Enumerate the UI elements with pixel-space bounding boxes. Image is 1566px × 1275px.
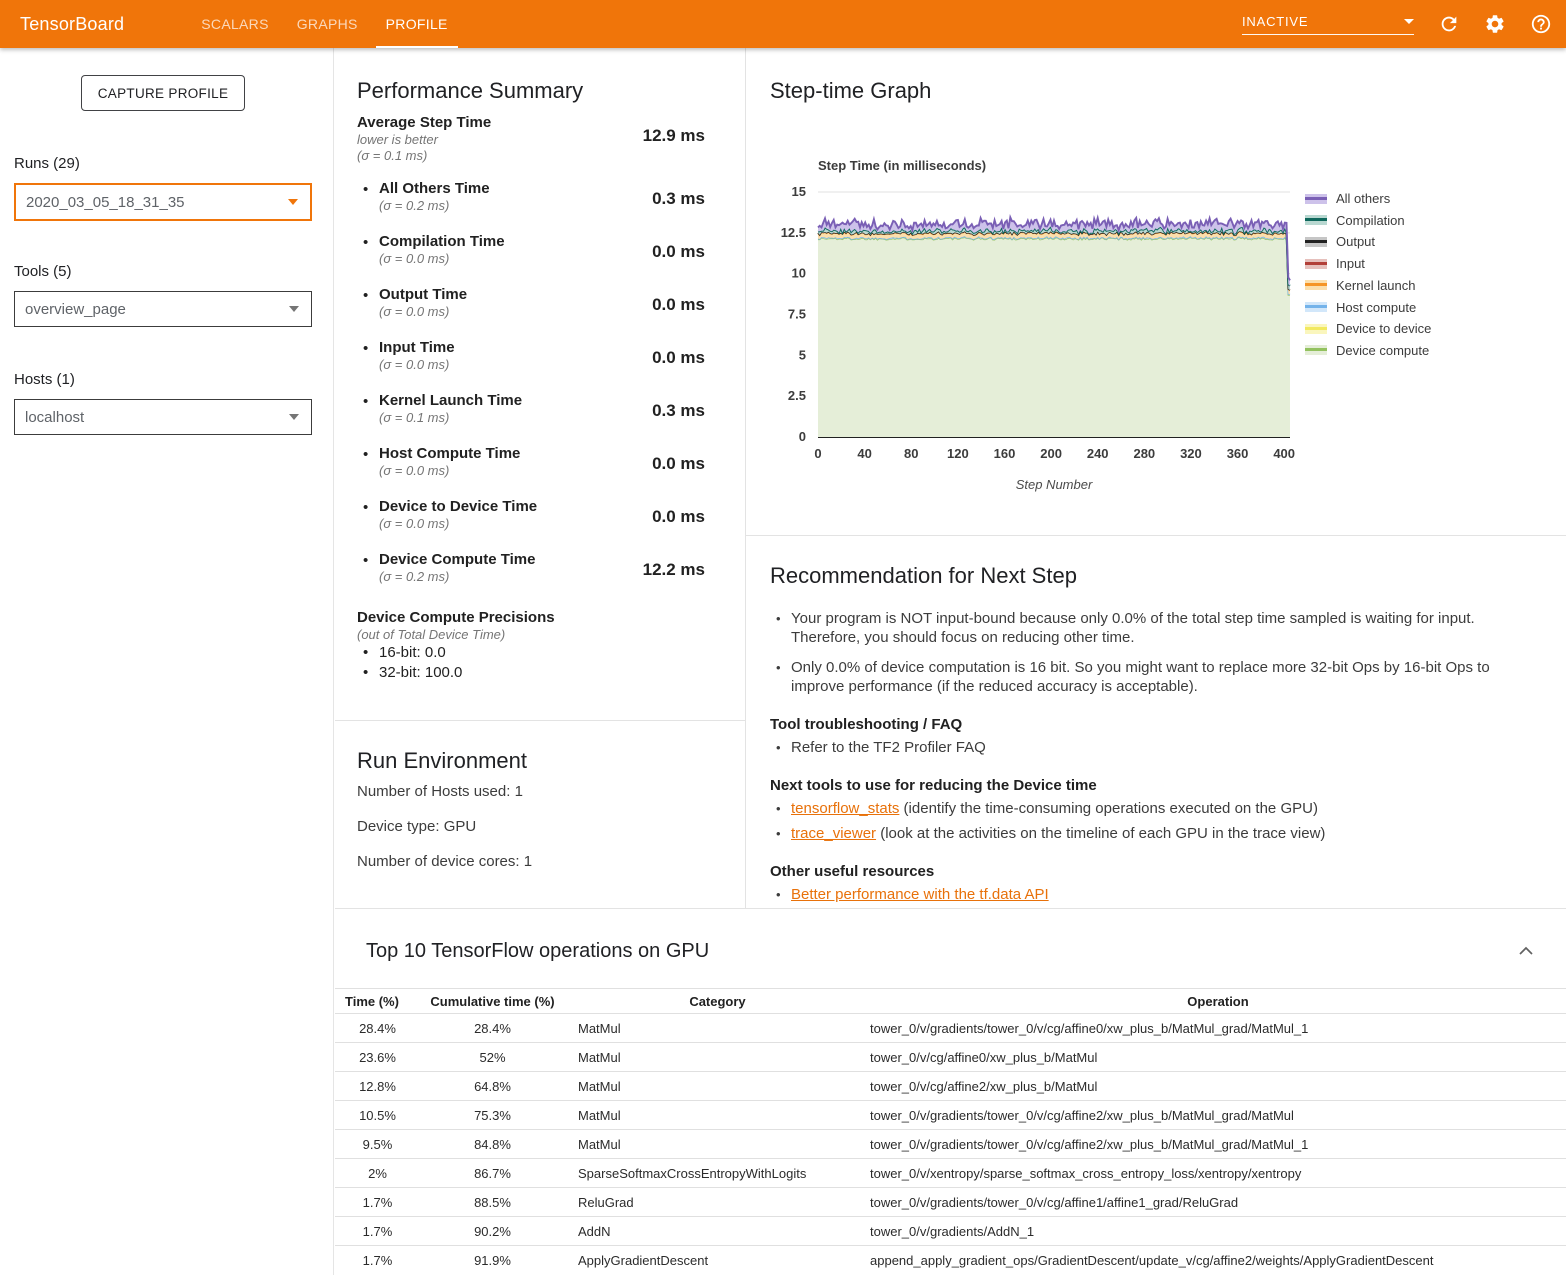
table-cell: 12.8% [335,1072,420,1101]
bullet-icon: • [363,446,369,463]
table-cell: 86.7% [420,1159,565,1188]
step-time-panel [745,48,1566,908]
app-title: TensorBoard [20,13,125,34]
tab-graphs[interactable]: GRAPHS [296,16,358,32]
table-cell: MatMul [565,1130,870,1159]
step-time-chart-svg [745,140,1566,520]
topbar-actions [1242,13,1552,35]
divider [335,720,745,721]
recommendation-bullet: • Your program is NOT input-bound because only 0.0% of the total step time sampled is waiting for input. Therefore, you should focus on reducing other time. [770,609,1532,647]
top-ops-table [335,988,1566,1275]
tools-select-value: overview_page [25,300,126,318]
table-cell: 1.7% [335,1217,420,1246]
status-select-value: INACTIVE [1242,13,1309,29]
tools-select[interactable] [14,291,312,327]
metric-sigma: (σ = 0.0 ms) [379,304,450,319]
top-ops-section [335,908,1566,1275]
column-header: Category [565,989,870,1014]
table-row [335,1188,1566,1217]
column-header: Operation [870,989,1566,1014]
legend-line [1305,305,1327,308]
metric-label: Average Step Time [357,114,492,131]
svg-text:240: 240 [1086,446,1109,461]
topbar [0,0,1566,48]
hosts-select[interactable] [14,399,312,435]
chevron-down-icon [1404,19,1414,24]
metric-value: 12.2 ms [642,560,705,579]
recommendation-body [770,595,1532,910]
metric-sigma: (σ = 0.1 ms) [379,410,450,425]
next-tool-link[interactable]: tensorflow_stats [791,800,900,817]
svg-text:Step Number: Step Number [1015,477,1093,492]
metric-value: 0.0 ms [652,454,705,473]
next-tool: • trace_viewer (look at the activities on the timeline of each GPU in the trace view) [770,824,1532,843]
svg-text:15: 15 [791,184,806,199]
perf-metric-row [357,392,705,445]
bullet-icon: • [363,552,369,569]
perf-metric-row [357,445,705,498]
next-tools-heading: Next tools to use for reducing the Device time [770,777,1097,794]
metric-value: 0.3 ms [652,401,705,420]
bullet-icon: • [363,287,369,304]
table-cell: 1.7% [335,1246,420,1275]
table-cell: tower_0/v/gradients/tower_0/v/cg/affine2/xw_plus_b/MatMul_grad/MatMul [870,1101,1566,1130]
svg-text:7.5: 7.5 [787,306,806,322]
performance-summary-panel [335,48,745,908]
runs-label: Runs (29) [14,155,80,172]
metric-value: 0.0 ms [652,507,705,526]
legend-swatch-icon [1305,237,1327,247]
svg-text:400: 400 [1273,446,1296,461]
svg-text:200: 200 [1040,446,1062,461]
table-cell: 90.2% [420,1217,565,1246]
table-cell: 28.4% [335,1014,420,1043]
status-select[interactable] [1242,14,1414,35]
table-cell: 28.4% [420,1014,565,1043]
tab-profile[interactable]: PROFILE [376,0,458,48]
settings-icon[interactable] [1484,13,1506,35]
legend-swatch-icon [1305,215,1327,225]
main-tabs [191,0,457,48]
legend-swatch-icon [1305,259,1327,269]
table-cell: MatMul [565,1043,870,1072]
metric-note: lower is better [357,132,438,147]
table-cell: 9.5% [335,1130,420,1159]
metric-sigma: (σ = 0.2 ms) [379,198,450,213]
table-cell: 91.9% [420,1246,565,1275]
refresh-icon[interactable] [1438,13,1460,35]
precisions-note: (out of Total Device Time) [357,627,506,642]
legend-line [1305,348,1327,351]
run-env-line: Number of Hosts used: 1 [357,783,523,800]
perf-metric-row [357,498,705,551]
bullet-icon: • [363,234,369,251]
legend-label: Host compute [1336,299,1417,315]
svg-text:40: 40 [857,446,872,461]
table-cell: 10.5% [335,1101,420,1130]
run-env-line: Device type: GPU [357,818,477,835]
metric-value: 12.9 ms [642,126,705,145]
legend-label: All others [1336,191,1391,206]
legend-swatch-icon [1305,324,1327,334]
svg-text:2.5: 2.5 [787,388,806,404]
resources-heading: Other useful resources [770,863,935,880]
table-row [335,1101,1566,1130]
precisions-label: Device Compute Precisions [357,609,555,626]
svg-text:Step Time (in milliseconds): Step Time (in milliseconds) [818,158,987,173]
chevron-down-icon [288,199,298,205]
legend-label: Kernel launch [1336,277,1416,293]
metric-value: 0.0 ms [652,242,705,261]
legend-label: Input [1336,256,1365,272]
legend-line [1305,262,1327,265]
table-row [335,1014,1566,1043]
metric-label: Output Time [379,286,468,303]
performance-summary-title: Performance Summary [357,78,584,103]
metric-label: Device to Device Time [379,498,538,515]
metric-value: 0.0 ms [652,295,705,314]
legend-label: Device compute [1336,342,1430,358]
top-ops-title: Top 10 TensorFlow operations on GPU [366,940,710,962]
legend-swatch-icon [1305,302,1327,312]
svg-text:0: 0 [814,446,822,461]
legend-item [1305,278,1416,293]
metric-sigma: (σ = 0.2 ms) [379,569,450,584]
svg-text:0: 0 [798,429,806,444]
recommendation-title: Recommendation for Next Step [770,563,1077,588]
metric-label: Compilation Time [379,233,505,250]
performance-metric-list [357,180,705,604]
divider [745,535,1566,536]
chevron-down-icon [289,414,299,420]
column-header: Time (%) [335,989,420,1014]
recommendation-bullet: • Only 0.0% of device computation is 16 bit. So you might want to replace more 32-bit Ops by 16-bit Ops to improve performance (if the reduced accuracy is acceptable). [770,658,1532,696]
metric-sigma: (σ = 0.1 ms) [357,148,428,163]
column-header: Cumulative time (%) [420,989,565,1014]
sidebar [0,48,334,1275]
tools-label: Tools (5) [14,263,72,280]
faq-heading: Tool troubleshooting / FAQ [770,716,963,733]
table-cell: tower_0/v/cg/affine2/xw_plus_b/MatMul [870,1072,1566,1101]
chevron-down-icon [289,306,299,312]
svg-text:10: 10 [791,265,806,281]
legend-item [1305,191,1390,206]
perf-metric-row [357,180,705,233]
legend-line [1305,327,1327,330]
table-cell: MatMul [565,1014,870,1043]
table-cell: 23.6% [335,1043,420,1072]
svg-text:5: 5 [798,347,806,363]
table-row [335,1159,1566,1188]
bullet-icon: • [363,340,369,357]
resource-link[interactable]: Better performance with the tf.data API [791,886,1049,903]
table-cell: 52% [420,1043,565,1072]
table-row [335,1043,1566,1072]
run-env-line: Number of device cores: 1 [357,853,533,870]
perf-metric-row [357,339,705,392]
help-icon[interactable] [1530,13,1552,35]
average-step-time [357,114,705,164]
svg-text:120: 120 [947,446,969,461]
svg-text:160: 160 [993,446,1016,461]
tab-scalars[interactable]: SCALARS [201,16,269,32]
legend-swatch-icon [1305,194,1327,204]
metric-label: Kernel Launch Time [379,392,523,409]
runs-select-value: 2020_03_05_18_31_35 [26,193,185,211]
legend-line [1305,197,1327,200]
next-tool: • tensorflow_stats (identify the time-consuming operations executed on the GPU) [770,799,1532,818]
bullet-icon: • [363,393,369,410]
hosts-label: Hosts (1) [14,371,75,388]
svg-text:280: 280 [1133,446,1156,461]
legend-line [1305,240,1327,243]
table-cell: append_apply_gradient_ops/GradientDescent/update_v/cg/affine2/weights/ApplyGradientDescent [870,1246,1566,1275]
legend-item [1305,321,1431,336]
step-time-graph-title: Step-time Graph [770,78,932,103]
perf-metric-row [357,551,705,604]
metric-sigma: (σ = 0.0 ms) [379,463,450,478]
table-cell: MatMul [565,1101,870,1130]
svg-text:360: 360 [1226,446,1249,461]
table-cell: 64.8% [420,1072,565,1101]
table-cell: tower_0/v/xentropy/sparse_softmax_cross_entropy_loss/xentropy/xentropy [870,1159,1566,1188]
table-cell: tower_0/v/gradients/tower_0/v/cg/affine1/affine1_grad/ReluGrad [870,1188,1566,1217]
capture-profile-button[interactable]: CAPTURE PROFILE [81,75,245,111]
table-cell: tower_0/v/gradients/tower_0/v/cg/affine0/xw_plus_b/MatMul_grad/MatMul_1 [870,1014,1566,1043]
legend-label: Compilation [1336,212,1405,228]
legend-label: Device to device [1336,321,1432,337]
table-row [335,1246,1566,1275]
svg-text:12.5: 12.5 [780,224,806,240]
metric-label: All Others Time [379,180,490,197]
metric-value: 0.0 ms [652,348,705,367]
legend-swatch-icon [1305,345,1327,355]
legend-item [1305,213,1405,228]
step-time-chart [745,140,1566,520]
legend-swatch-icon [1305,280,1327,290]
precision-item: • 32-bit: 100.0 [357,663,715,683]
table-cell: tower_0/v/gradients/tower_0/v/cg/affine2/xw_plus_b/MatMul_grad/MatMul_1 [870,1130,1566,1159]
table-cell: SparseSoftmaxCrossEntropyWithLogits [565,1159,870,1188]
table-cell: 84.8% [420,1130,565,1159]
bullet-icon: • [363,499,369,516]
device-compute-precisions [357,609,715,682]
legend-item [1305,234,1375,249]
runs-select[interactable] [14,183,312,221]
table-row [335,1217,1566,1246]
metric-value: 0.3 ms [652,189,705,208]
metric-label: Input Time [379,339,455,356]
column-divider [745,48,746,908]
table-cell: 75.3% [420,1101,565,1130]
perf-metric-row [357,286,705,339]
metric-sigma: (σ = 0.0 ms) [379,357,450,372]
faq-item: • Refer to the TF2 Profiler FAQ [770,738,1532,757]
table-cell: 1.7% [335,1188,420,1217]
collapse-chevron-up-icon[interactable] [1518,946,1534,956]
table-cell: 88.5% [420,1188,565,1217]
metric-sigma: (σ = 0.0 ms) [379,516,450,531]
table-cell: ApplyGradientDescent [565,1246,870,1275]
svg-text:320: 320 [1180,446,1202,461]
table-cell: AddN [565,1217,870,1246]
metric-sigma: (σ = 0.0 ms) [379,251,450,266]
table-cell: tower_0/v/cg/affine0/xw_plus_b/MatMul [870,1043,1566,1072]
table-cell: 2% [335,1159,420,1188]
legend-line [1305,283,1327,286]
table-row [335,1130,1566,1159]
resource [770,885,1532,904]
svg-text:80: 80 [904,446,919,461]
next-tool-link[interactable]: trace_viewer [791,825,877,842]
legend-item [1305,343,1429,358]
precision-item: • 16-bit: 0.0 [357,643,715,663]
perf-metric-row [357,233,705,286]
table-cell: MatMul [565,1072,870,1101]
bullet-icon: • [363,181,369,198]
legend-item [1305,300,1416,315]
table-cell: tower_0/v/gradients/AddN_1 [870,1217,1566,1246]
legend-item [1305,256,1365,271]
run-environment-title: Run Environment [357,748,527,773]
metric-label: Device Compute Time [379,551,536,568]
table-row [335,1072,1566,1101]
table-cell: ReluGrad [565,1188,870,1217]
legend-label: Output [1336,234,1376,250]
metric-label: Host Compute Time [379,445,521,462]
hosts-select-value: localhost [25,408,85,426]
legend-line [1305,218,1327,221]
